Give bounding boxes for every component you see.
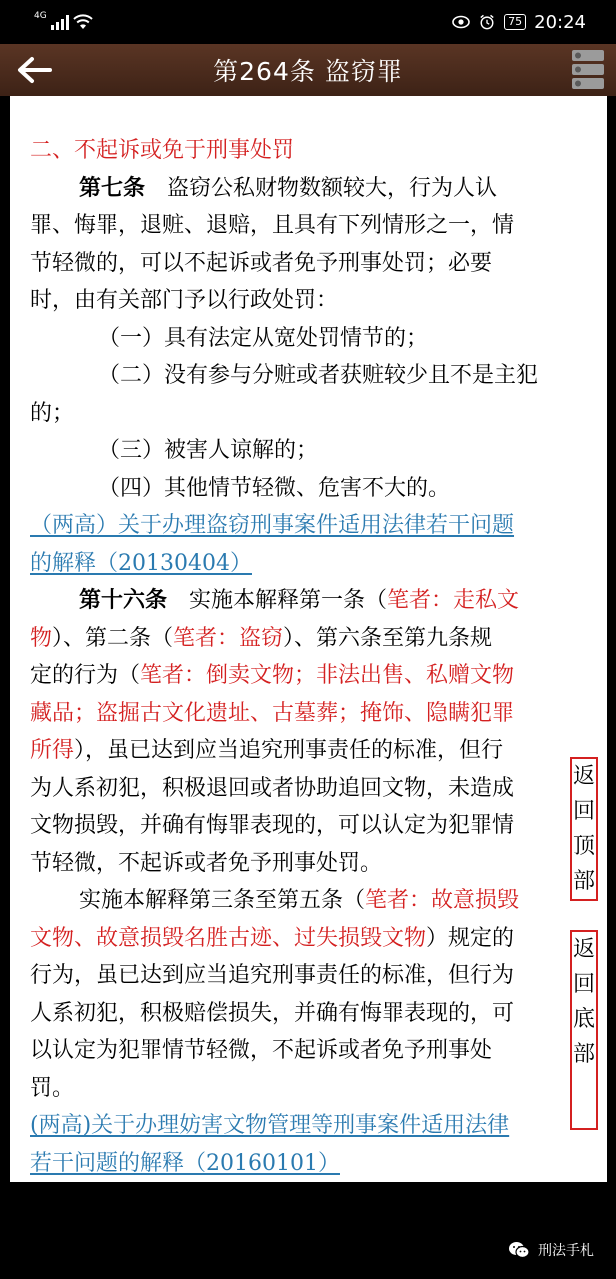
content-line: 文物损毁，并确有悔罪表现的，可以认定为犯罪情 [30,813,515,838]
content-line [30,695,583,733]
content-line: 的； [30,400,75,426]
back-button[interactable] [14,53,54,87]
content-line [30,582,583,620]
text-segment: 实施本解释第一条（ [167,588,388,613]
status-right [452,12,586,33]
document-link-line[interactable]: 若干问题的解释（20160101） [30,1150,340,1176]
article-number: 第七条 [79,174,146,201]
author-note: 笔者：盗窃 [173,625,284,651]
float-button-char: 返 [572,764,595,789]
text-segment: 定的行为（ [30,663,141,688]
author-note: 藏品；盗掘古文化遗址、古墓葬；掩饰、隐瞒犯罪 [30,700,515,726]
author-note: 文物、故意损毁名胜古迹、过失损毁文物 [30,925,427,951]
menu-button[interactable] [570,48,606,92]
content-line [30,657,583,695]
content-line: 节轻微的，可以不起诉或者免予刑事处罚；必要 [30,250,493,276]
content-line: （一）具有法定从宽处罚情节的； [98,325,429,351]
document-link-line[interactable]: (两高)关于办理妨害文物管理等刑事案件适用法律 [30,1113,510,1138]
author-note: 所得 [30,738,75,763]
article-content [10,96,607,1182]
title-bar [0,44,616,96]
status-left [34,11,93,30]
float-button-char: 底 [572,1007,595,1032]
battery-indicator: 75 [504,14,526,30]
back-to-bottom-button[interactable] [570,930,598,1130]
float-button-char: 部 [572,869,595,894]
arrow-left-icon [16,56,52,84]
content-line [30,920,583,958]
page-title: 第264条 盗窃罪 [213,57,403,86]
signal-icon [51,14,69,30]
content-line: （二）没有参与分赃或者获赃较少且不是主犯 [98,363,539,388]
content-line [30,620,583,658]
float-button-char: 回 [572,972,595,997]
clock: 20:24 [534,11,586,33]
content-line [30,882,583,920]
network-type: 4G [34,11,47,21]
text-segment: ）、第六条至第九条规 [283,625,493,651]
float-button-char: 部 [572,1042,595,1067]
content-line [30,170,583,208]
content-line: 二、不起诉或免于刑事处罚 [30,138,295,163]
content-line: 人系初犯，积极赔偿损失，并确有悔罪表现的，可 [30,1000,515,1026]
author-note: 笔者：倒卖文物；非法出售、私赠文物 [140,663,515,688]
wechat-icon [508,1241,530,1259]
menu-icon [570,48,606,92]
content-line: 节轻微，不起诉或者免予刑事处罚。 [30,850,383,876]
content-line: 时，由有关部门予以行政处罚： [30,288,339,313]
author-note: 物 [30,625,53,651]
text-segment: ）规定的 [426,925,515,951]
text-segment: ）、第二条（ [52,625,174,651]
alarm-icon [478,14,496,30]
content-line [30,732,583,770]
article-number: 第十六条 [79,587,168,613]
eye-icon [452,14,470,30]
document-link-line[interactable]: 的解释（20130404） [30,550,252,576]
status-bar [0,0,616,44]
content-line: （四）其他情节轻微、危害不大的。 [98,475,451,501]
wifi-icon [73,14,93,30]
watermark-label: 刑法手札 [538,1243,594,1259]
content-line: 行为，虽已达到应当追究刑事责任的标准，但行为 [30,963,515,988]
float-button-char: 顶 [572,834,595,859]
content-line: （三）被害人谅解的； [98,438,319,463]
author-note: 笔者：走私文 [387,588,520,613]
content-line: 罪、悔罪，退赃、退赔，且具有下列情形之一，情 [30,213,515,238]
text-segment: ），虽已达到应当追究刑事责任的标准，但行 [74,738,504,763]
float-button-char: 回 [572,799,595,824]
watermark [508,1240,594,1260]
document-link-line[interactable]: （两高）关于办理盗窃刑事案件适用法律若干问题 [30,513,515,538]
author-note: 笔者：故意损毁 [365,888,520,913]
text-segment: 实施本解释第三条至第五条（ [79,888,366,913]
content-line: 以认定为犯罪情节轻微，不起诉或者免予刑事处 [30,1038,493,1063]
text-segment: 盗窃公私财物数额较大，行为人认 [145,175,498,201]
float-button-char: 返 [572,937,595,962]
back-to-top-button[interactable] [570,757,598,901]
content-line: 罚。 [30,1075,75,1101]
content-line: 为人系初犯，积极退回或者协助追回文物，未造成 [30,775,515,801]
